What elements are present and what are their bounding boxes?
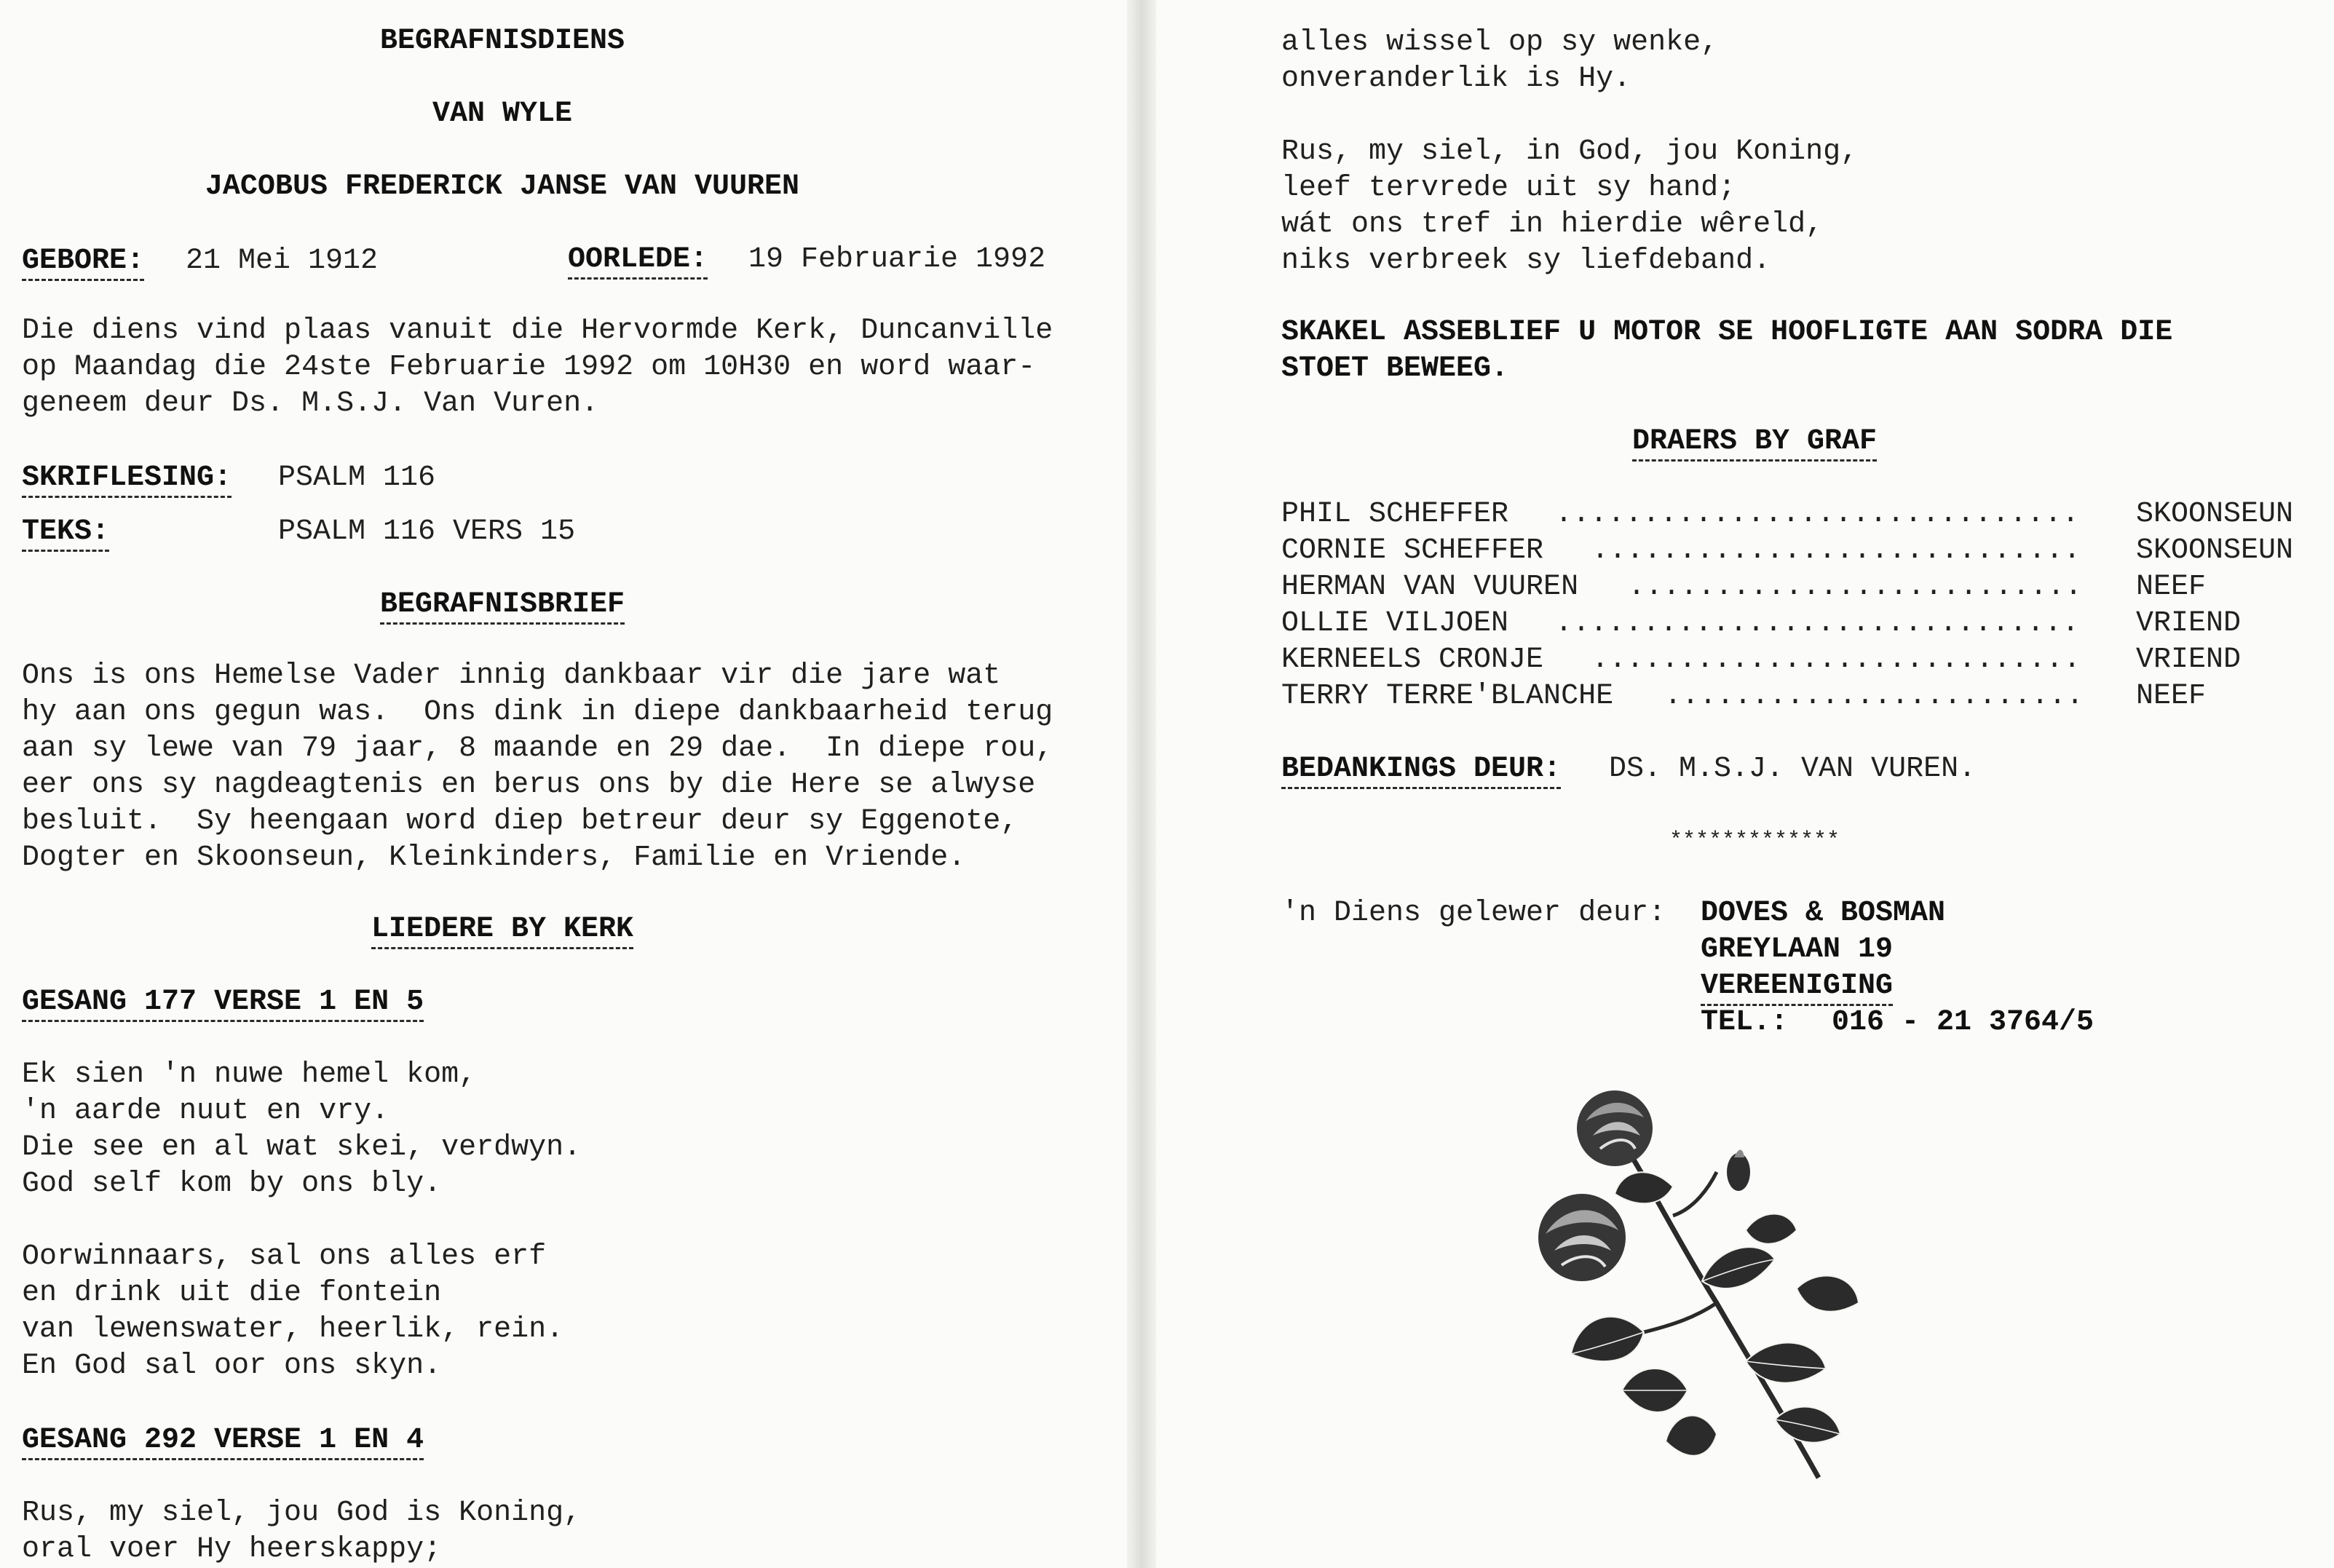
hymn-line: Rus, my siel, in God, jou Koning, bbox=[1281, 135, 1859, 168]
hymn-line: 'n aarde nuut en vry. bbox=[22, 1095, 389, 1128]
hymn-line: wát ons tref in hierdie wêreld, bbox=[1281, 208, 1824, 241]
bearer-name: TERRY TERRE'BLANCHE bbox=[1281, 680, 1614, 713]
service-line: geneem deur Ds. M.S.J. Van Vuren. bbox=[22, 387, 599, 420]
bearer-relation: SKOONSEUN bbox=[2136, 534, 2294, 567]
bearer-relation: NEEF bbox=[2136, 571, 2207, 603]
tel-label: TEL.: bbox=[1701, 1006, 1789, 1039]
thanks-label: BEDANKINGS DEUR: bbox=[1281, 751, 1561, 788]
hymn2-heading: GESANG 292 VERSE 1 EN 4 bbox=[22, 1422, 424, 1459]
thanks-value: DS. M.S.J. VAN VUREN. bbox=[1609, 753, 1977, 785]
hymn-line: oral voer Hy heerskappy; bbox=[22, 1533, 442, 1566]
service-line: op Maandag die 24ste Februarie 1992 om 10H30 en word waar- bbox=[22, 351, 1036, 384]
rose-illustration bbox=[1527, 1085, 1935, 1492]
service-by-label: 'n Diens gelewer deur: bbox=[1281, 897, 1666, 930]
letter-line: aan sy lewe van 79 jaar, 8 maande en 29 dae. In diepe rou, bbox=[22, 732, 1053, 765]
hymn-line: alles wissel op sy wenke, bbox=[1281, 26, 1719, 59]
separator: ************* bbox=[1669, 828, 1840, 853]
bearer-relation: VRIEND bbox=[2136, 644, 2242, 676]
bearer-name: CORNIE SCHEFFER bbox=[1281, 534, 1544, 567]
leader-dots: ........................ bbox=[1664, 680, 2084, 713]
hymn-line: leef tervrede uit sy hand; bbox=[1281, 172, 1736, 205]
leader-dots: .............................. bbox=[1555, 498, 2080, 531]
service-line: Die diens vind plaas vanuit die Hervormde Kerk, Duncanville bbox=[22, 314, 1053, 347]
hymn-line: En God sal oor ons skyn. bbox=[22, 1350, 442, 1382]
hymn-line: Oorwinnaars, sal ons alles erf bbox=[22, 1240, 547, 1273]
notice-line: SKAKEL ASSEBLIEF U MOTOR SE HOOFLIGTE AAN SODRA DIE bbox=[1281, 316, 2173, 349]
hymn-line: Ek sien 'n nuwe hemel kom, bbox=[22, 1058, 477, 1091]
hymn-line: niks verbreek sy liefdeband. bbox=[1281, 245, 1771, 277]
letter-line: eer ons sy nagdeagtenis en berus ons by die Here se alwyse bbox=[22, 769, 1036, 801]
hymn-line: Die see en al wat skei, verdwyn. bbox=[22, 1131, 582, 1164]
bearer-name: HERMAN VAN VUUREN bbox=[1281, 571, 1579, 603]
leader-dots: ............................ bbox=[1591, 534, 2081, 567]
letter-heading: BEGRAFNISBRIEF bbox=[0, 587, 1005, 623]
hymn-line: en drink uit die fontein bbox=[22, 1277, 442, 1310]
right-page bbox=[1156, 0, 2334, 1568]
leader-dots: .......................... bbox=[1628, 571, 2083, 603]
deceased-name: JACOBUS FREDERICK JANSE VAN VUUREN bbox=[205, 170, 800, 203]
died-date: 19 Februarie 1992 bbox=[748, 243, 1046, 276]
letter-line: Ons is ons Hemelse Vader innig dankbaar vir die jare wat bbox=[22, 660, 1001, 692]
notice-line: STOET BEWEEG. bbox=[1281, 352, 1509, 385]
bearer-relation: NEEF bbox=[2136, 680, 2207, 713]
born-label: GEBORE: bbox=[22, 243, 144, 280]
leader-dots: .............................. bbox=[1555, 607, 2080, 640]
undertaker-line: VEREENIGING bbox=[1701, 968, 1893, 1005]
page-fold bbox=[1127, 0, 1156, 1568]
document-title: BEGRAFNISDIENS bbox=[379, 25, 625, 58]
text-label: TEKS: bbox=[22, 514, 109, 550]
born-date: 21 Mei 1912 bbox=[186, 245, 379, 277]
tel-number: 016 - 21 3764/5 bbox=[1832, 1006, 2094, 1039]
bearer-relation: VRIEND bbox=[2136, 607, 2242, 640]
died-label: OORLEDE: bbox=[568, 242, 708, 278]
hymn-line: Rus, my siel, jou God is Koning, bbox=[22, 1497, 582, 1529]
reading-label: SKRIFLESING: bbox=[22, 460, 232, 496]
bearer-name: OLLIE VILJOEN bbox=[1281, 607, 1509, 640]
left-page bbox=[0, 0, 1127, 1568]
letter-line: Dogter en Skoonseun, Kleinkinders, Familie en Vriende. bbox=[22, 842, 966, 874]
bearer-name: PHIL SCHEFFER bbox=[1281, 498, 1509, 531]
songs-heading: LIEDERE BY KERK bbox=[0, 911, 1005, 948]
hymn-line: God self kom by ons bly. bbox=[22, 1168, 442, 1200]
hymn1-heading: GESANG 177 VERSE 1 EN 5 bbox=[22, 984, 424, 1021]
hymn-line: van lewenswater, heerlik, rein. bbox=[22, 1313, 564, 1346]
undertaker-line: GREYLAAN 19 bbox=[1701, 933, 1894, 966]
leader-dots: ............................ bbox=[1591, 644, 2081, 676]
letter-line: besluit. Sy heengaan word diep betreur deur sy Eggenote, bbox=[22, 805, 1018, 838]
bearers-heading: DRAERS BY GRAF bbox=[1281, 424, 2228, 460]
document-subtitle: VAN WYLE bbox=[432, 98, 573, 130]
bearer-name: KERNEELS CRONJE bbox=[1281, 644, 1544, 676]
bearer-relation: SKOONSEUN bbox=[2136, 498, 2294, 531]
hymn-line: onveranderlik is Hy. bbox=[1281, 63, 1631, 95]
letter-line: hy aan ons gegun was. Ons dink in diepe dankbaarheid terug bbox=[22, 696, 1053, 729]
undertaker-line: DOVES & BOSMAN bbox=[1701, 897, 1946, 930]
reading-value: PSALM 116 bbox=[278, 462, 436, 494]
text-value: PSALM 116 VERS 15 bbox=[278, 515, 576, 548]
